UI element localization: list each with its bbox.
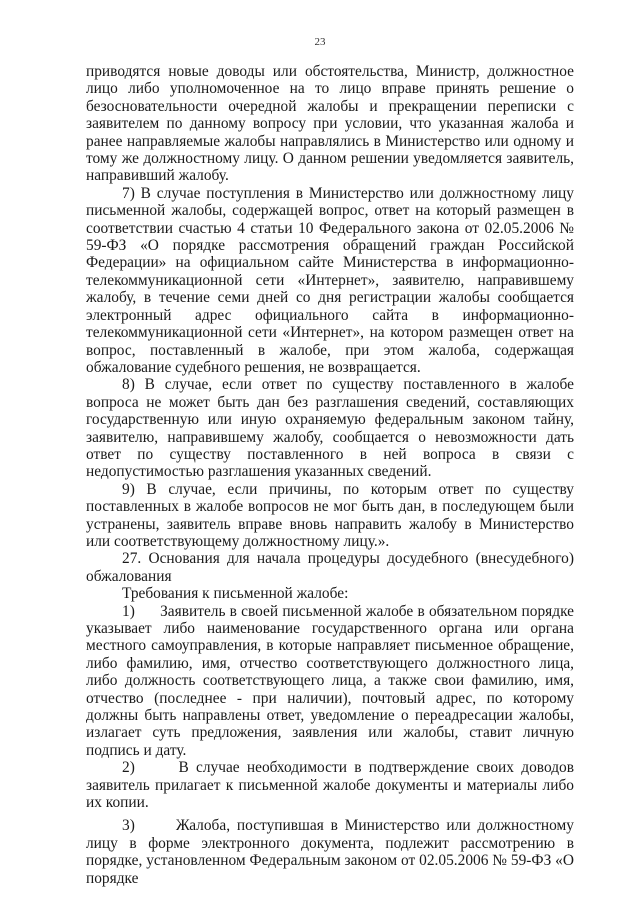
requirement-item-3: 3) Жалоба, поступившая в Министерство или должностному лицу в форме электронного документа, подлежит рассмотрению в порядке, установленном Федеральным законом от 02.05.2006 № 59-ФЗ «О порядке <box>86 817 574 887</box>
paragraph-item-8: 8) В случае, если ответ по существу поставленного в жалобе вопроса не может быть дан без разглашения сведений, составляющих государственную или иную охраняемую федеральным законом тайну, заявителю, направившему жалобу, сообщается о невозможности дать ответ по существу поставленного в ней вопроса в связи с недопустимостью разглашения указанных сведений. <box>86 376 574 481</box>
requirement-item-1: 1) Заявитель в своей письменной жалобе в обязательном порядке указывает либо наименование государственного органа или органа местного самоуправления, в которые направляет письменное обращение, либо фамилию, имя, отчество соответствующего должностного лица, либо должность соответствующего лица, а также свои фамилию, имя, отчество (последнее - при наличии), почтовый адрес, по которому должны быть направлены ответ, уведомление о переадресации жалобы, излагает суть предложения, заявления или жалобы, ставит личную подпись и дату. <box>86 602 574 759</box>
requirements-heading: Требования к письменной жалобе: <box>122 585 349 603</box>
paragraph-item-7: 7) В случае поступления в Министерство или должностному лицу письменной жалобы, содержащей вопрос, ответ на который размещен в соответствии счастью 4 статьи 10 Федерального закона от 02.05.2006 № 59-ФЗ «О порядке рассмотрения обращений граждан Российской Федерации» на официальном сайте Министерства в информационно-телекоммуникационной сети «Интернет», заявителю, направившему жалобу, в течение семи дней со дня регистрации жалобы сообщается электронный адрес официального сайта в информационно-телекоммуникационной сети «Интернет», на котором размещен ответ на вопрос, поставленный в жалобе, при этом жалоба, содержащая обжалование судебного решения, не возвращается. <box>86 184 574 376</box>
page-number: 23 <box>314 36 326 48</box>
document-body <box>86 63 574 887</box>
paragraph-item-9: 9) В случае, если причины, по которым ответ по существу поставленных в жалобе вопросов не мог быть дан, в последующем были устранены, заявитель вправе вновь направить жалобу в Министерство или соответствующему должностному лицу.». <box>86 480 574 550</box>
section-heading-27: 27. Основания для начала процедуры досудебного (внесудебного) обжалования <box>86 550 574 585</box>
requirement-item-2: 2) В случае необходимости в подтверждение своих доводов заявитель прилагает к письменной жалобе документы и материалы либо их копии. <box>86 759 574 812</box>
paragraph-continuation: приводятся новые доводы или обстоятельства, Министр, должностное лицо либо уполномоченное на то лицо вправе принять решение о безосновательности очередной жалобы и прекращении переписки с заявителем по данному вопросу при условии, что указанная жалоба и ранее направляемые жалобы направлялись в Министерство или одному и тому же должностному лицу. О данном решении уведомляется заявитель, направивший жалобу. <box>86 63 574 185</box>
